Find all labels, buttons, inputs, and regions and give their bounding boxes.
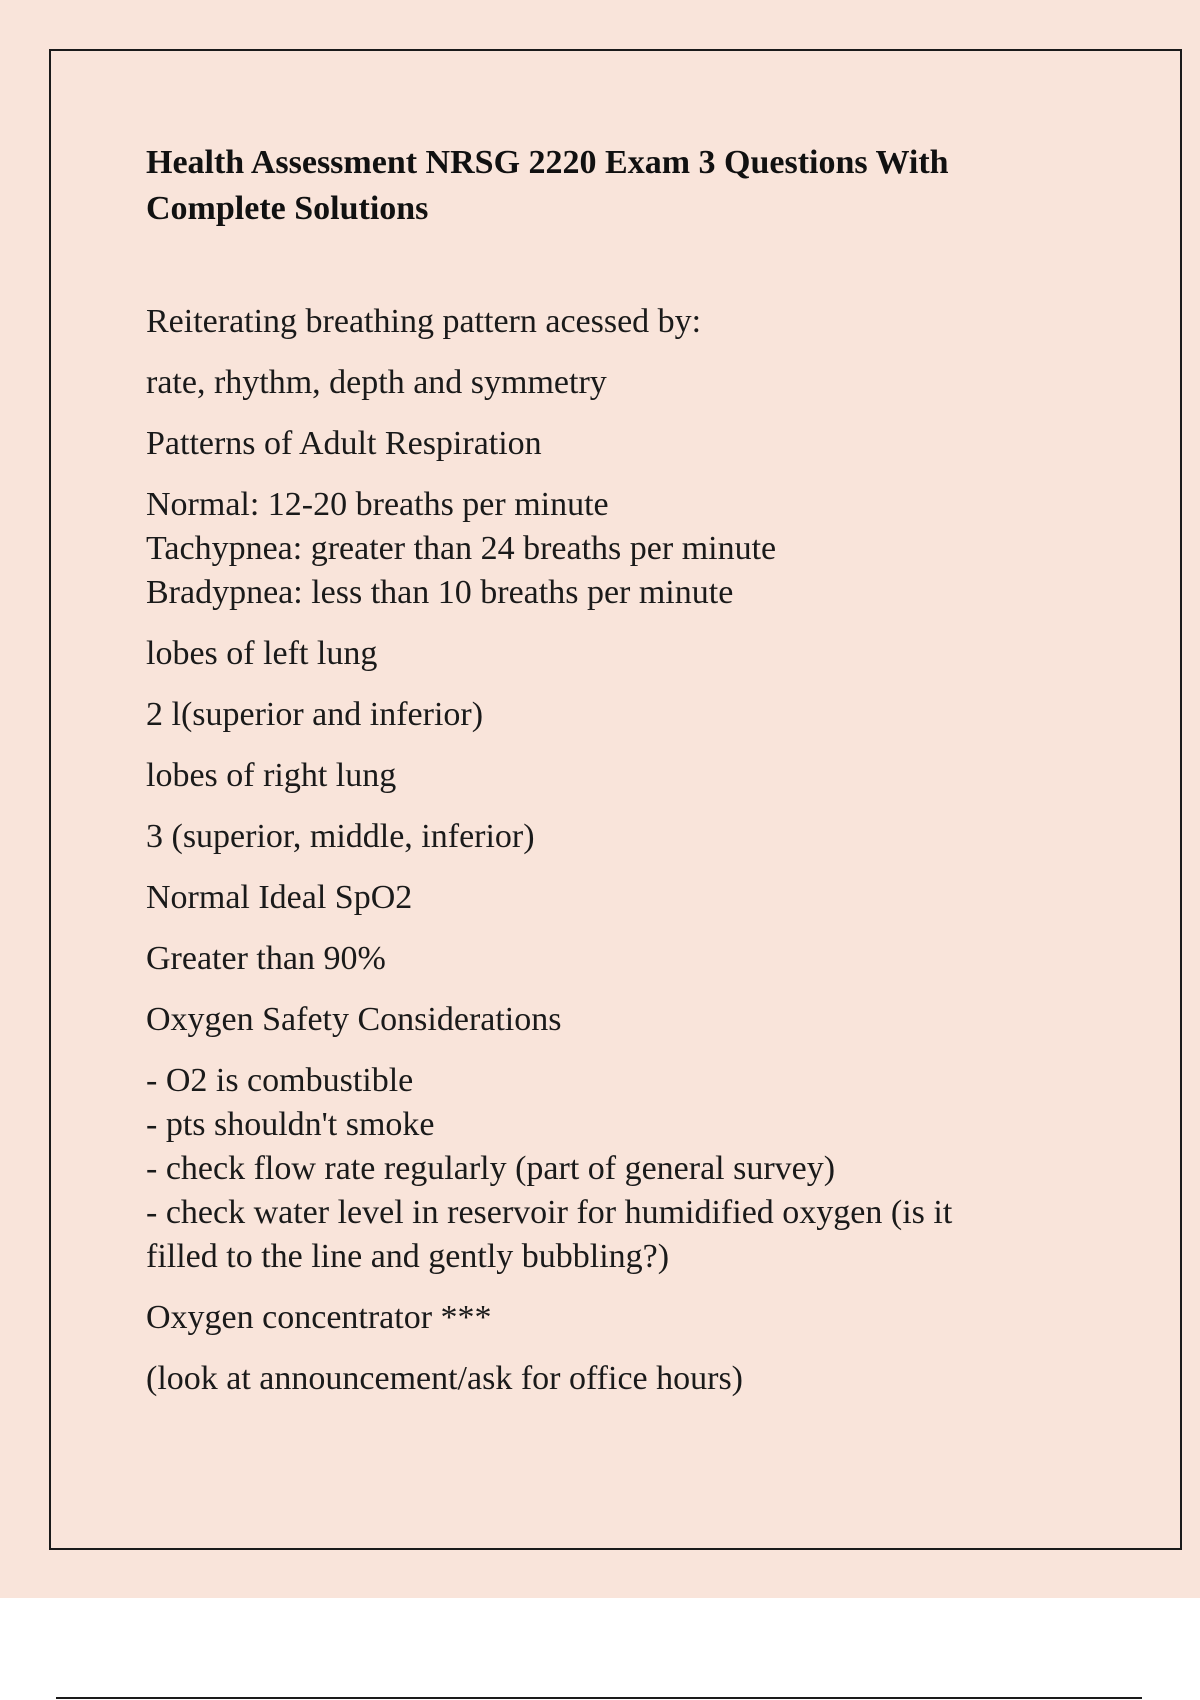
document-paragraph: [146, 998, 1046, 1042]
document-paragraph: [146, 300, 1046, 344]
paragraph-line: - check flow rate regularly (part of general survey): [146, 1150, 836, 1187]
paragraph-line: Bradypnea: less than 10 breaths per minute: [146, 574, 734, 611]
paragraph-line: Tachypnea: greater than 24 breaths per minute: [146, 530, 777, 567]
paragraph-line: Normal Ideal SpO2: [146, 879, 413, 916]
paragraph-line: 3 (superior, middle, inferior): [146, 818, 535, 855]
paragraph-line: filled to the line and gently bubbling?): [146, 1238, 670, 1275]
paragraph-line: Oxygen Safety Considerations: [146, 1001, 562, 1038]
document-paragraph: [146, 937, 1046, 981]
document-body: [146, 140, 1046, 1418]
document-paragraph: [146, 754, 1046, 798]
document-paragraph: [146, 1357, 1046, 1401]
footer-divider: [56, 1697, 1142, 1699]
paragraph-line: Normal: 12-20 breaths per minute: [146, 486, 609, 523]
document-paragraph: [146, 876, 1046, 920]
document-title: Health Assessment NRSG 2220 Exam 3 Questions With Complete Solutions: [146, 144, 949, 227]
paragraph-line: 2 l(superior and inferior): [146, 696, 484, 733]
paragraph-line: - O2 is combustible: [146, 1062, 414, 1099]
paragraph-line: Oxygen concentrator ***: [146, 1299, 492, 1336]
paragraph-line: rate, rhythm, depth and symmetry: [146, 364, 607, 401]
document-paragraph: [146, 1296, 1046, 1340]
paragraph-line: - check water level in reservoir for humidified oxygen (is it: [146, 1194, 953, 1231]
document-paragraph: [146, 815, 1046, 859]
document-paragraph: [146, 1059, 1046, 1279]
document-paragraph: [146, 422, 1046, 466]
document-paragraph: [146, 483, 1046, 615]
paragraph-line: lobes of right lung: [146, 757, 397, 794]
paragraph-line: lobes of left lung: [146, 635, 378, 672]
paragraph-line: Patterns of Adult Respiration: [146, 425, 542, 462]
document-paragraph: [146, 361, 1046, 405]
document-paragraph: [146, 693, 1046, 737]
document-paragraph: [146, 632, 1046, 676]
paragraph-line: Greater than 90%: [146, 940, 386, 977]
paragraph-list: [146, 300, 1046, 1401]
paragraph-line: Reiterating breathing pattern acessed by:: [146, 303, 702, 340]
paragraph-line: (look at announcement/ask for office hours): [146, 1360, 744, 1397]
paragraph-line: - pts shouldn't smoke: [146, 1106, 435, 1143]
